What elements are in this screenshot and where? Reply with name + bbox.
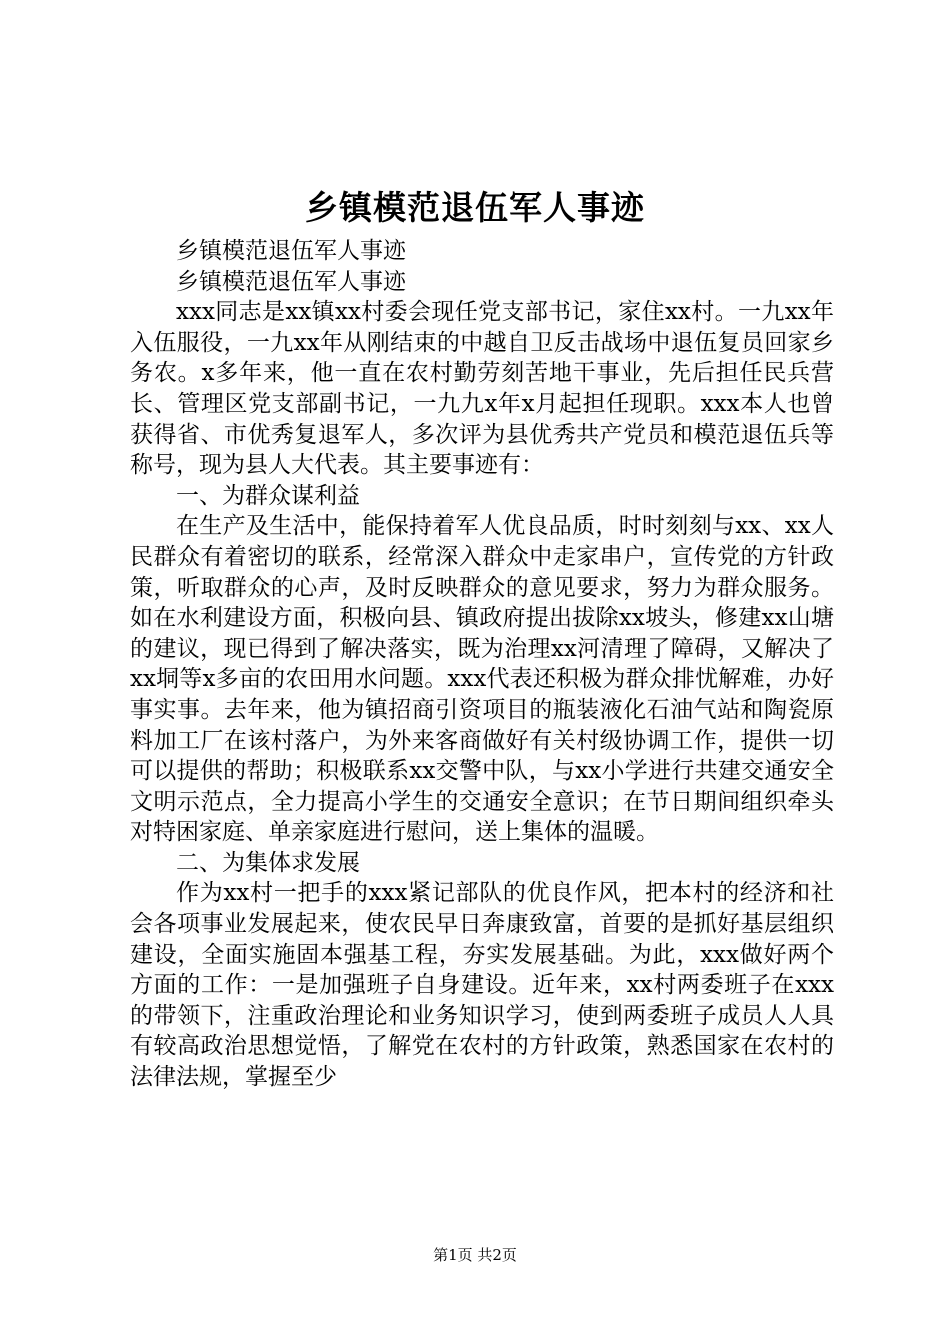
paragraph-subtitle-2: 乡镇模范退伍军人事迹 (176, 268, 406, 295)
section-heading-1: 一、为群众谋利益 (176, 482, 360, 509)
paragraph-section-2: 作为xx村一把手的xxx紧记部队的优良作风，把本村的经济和社会各项事业发展起来，使农民早日奔康致富，首要的是抓好基层组织建设，全面实施固本强基工程，夯实发展基础。为此，xxx做好两个方面的工作：一是加强班子自身建设。近年来，xx村两委班子在xxx的带领下，注重政治理论和业务知识学习，使到两委班子成员人人具有较高政治思想觉悟，了解党在农村的方针政策，熟悉国家在农村的法律法规，掌握至少 (130, 880, 834, 1091)
paragraph-section-1: 在生产及生活中，能保持着军人优良品质，时时刻刻与xx、xx人民群众有着密切的联系，经常深入群众中走家串户，宣传党的方针政策，听取群众的心声，及时反映群众的意见要求，努力为群众服务。如在水利建设方面，积极向县、镇政府提出拔除xx坡头，修建xx山塘的建议，现已得到了解决落实，既为治理xx河清理了障碍，又解决了xx垌等x多亩的农田用水问题。xxx代表还积极为群众排忧解难，办好事实事。去年来，他为镇招商引资项目的瓶装液化石油气站和陶瓷原料加工厂在该村落户，为外来客商做好有关村级协调工作，提供一切可以提供的帮助；积极联系xx交警中队，与xx小学进行共建交通安全文明示范点，全力提高小学生的交通安全意识；在节日期间组织牵头对特困家庭、单亲家庭进行慰问，送上集体的温暖。 (130, 513, 834, 846)
document-title: 乡镇模范退伍军人事迹 (305, 188, 645, 227)
document-body (130, 236, 834, 1093)
section-heading-2: 二、为集体求发展 (176, 849, 360, 876)
page-number-footer: 第1页 共2页 (433, 1246, 517, 1264)
paragraph-intro: xxx同志是xx镇xx村委会现任党支部书记，家住xx村。一九xx年入伍服役，一九xx年从刚结束的中越自卫反击战场中退伍复员回家乡务农。x多年来，他一直在农村勤劳刻苦地干事业，先后担任民兵营长、管理区党支部副书记，一九九x年x月起担任现职。xxx本人也曾获得省、市优秀复退军人，多次评为县优秀共产党员和模范退伍兵等称号，现为县人大代表。其主要事迹有： (130, 299, 834, 479)
paragraph-subtitle-1: 乡镇模范退伍军人事迹 (176, 238, 406, 264)
